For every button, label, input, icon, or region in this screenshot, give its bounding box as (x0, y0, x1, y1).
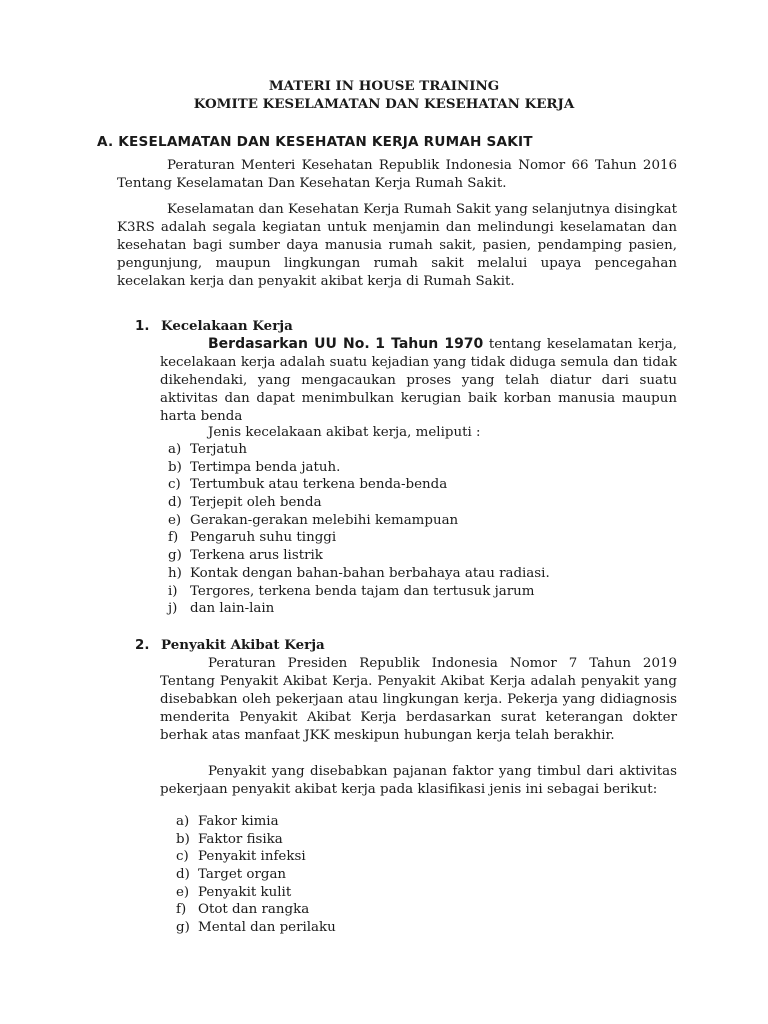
heading-number: 1. (135, 319, 150, 334)
list-item-text: Tergores, terkena benda tajam dan tertusuk jarum (190, 583, 535, 599)
list-item (168, 565, 550, 583)
list-item-text: Terjatuh (190, 442, 247, 457)
paragraph-pak-classification: Penyakit yang disebabkan pajanan faktor yang timbul dari aktivitas pekerjaan penyakit akibat kerja pada klasifikasi jenis ini sebagai berikut: (160, 764, 677, 797)
list-item (176, 901, 336, 919)
list-item (168, 494, 550, 512)
paragraph-k3rs-definition: Keselamatan dan Kesehatan Kerja Rumah Sakit yang selanjutnya disingkat K3RS adalah segala kegiatan untuk menjamin dan melindungi keselamatan dan kesehatan bagi sumber daya manusia rumah sakit, pasien, pendamping pasien, pengunjung, maupun lingkungan rumah sakit melalui upaya pencegahan kecelakan kerja dan penyakit akibat kerja di Rumah Sakit. (117, 202, 677, 289)
list-item-marker: b) (176, 831, 190, 847)
list-item-text: dan lain-lain (190, 601, 275, 617)
list-item (176, 884, 336, 902)
list-item (168, 512, 550, 530)
list-item (176, 919, 336, 937)
list-item (168, 529, 550, 547)
list-item-marker: b) (168, 459, 182, 475)
list-item-text: Penyakit kulit (198, 884, 292, 900)
list-item-marker: j) (168, 601, 178, 617)
list-item-marker: d) (176, 867, 190, 883)
list-item-text: Gerakan-gerakan melebihi kemampuan (190, 512, 459, 528)
list-item-text: Faktor fisika (198, 831, 283, 847)
list-item-text: Otot dan rangka (198, 902, 310, 918)
list-item (168, 459, 550, 477)
list-intro-text: Jenis kecelakaan akibat kerja, meliputi : (208, 425, 481, 440)
list-item-text: Penyakit infeksi (198, 849, 306, 865)
heading-number: 2. (135, 638, 150, 653)
list-item-text: Pengaruh suhu tinggi (190, 530, 337, 546)
list-item-marker: e) (168, 512, 182, 528)
list-item (176, 848, 336, 866)
list-item (176, 866, 336, 884)
list-item (168, 600, 550, 618)
list-item-text: Terkena arus listrik (190, 548, 323, 564)
list-item-text: Tertumbuk atau terkena benda-benda (190, 477, 448, 493)
list-item (168, 441, 550, 459)
heading-penyakit-akibat-kerja (135, 637, 325, 653)
document-title-line-2: KOMITE KESELAMATAN DAN KESEHATAN KERJA (193, 96, 575, 112)
list-item-text: Target organ (198, 867, 287, 883)
list-item (168, 476, 550, 494)
list-item-text: Fakor kimia (198, 814, 279, 829)
heading-text: Kecelakaan Kerja (161, 318, 293, 334)
list-item-marker: c) (168, 477, 181, 493)
heading-kecelakaan-kerja (135, 318, 293, 334)
list-item-marker: e) (176, 884, 190, 900)
list-item-marker: h) (168, 565, 182, 581)
list-item (176, 813, 336, 831)
list-item (168, 583, 550, 601)
list-item-marker: d) (168, 495, 182, 511)
list-item-marker: a) (168, 442, 182, 457)
accident-types-list (168, 441, 550, 618)
paragraph-pak-regulation: Peraturan Presiden Republik Indonesia Nomor 7 Tahun 2019 Tentang Penyakit Akibat Kerja. Penyakit Akibat Kerja adalah penyakit yang disebabkan oleh pekerjaan atau lingkungan kerja. Pekerja yang didiagnosis menderita Penyakit Akibat Kerja berdasarkan surat keterangan dokter berhak atas manfaat JKK meskipun hubungan kerja telah berakhir. (160, 656, 677, 743)
list-item-marker: f) (168, 530, 179, 546)
list-item-marker: a) (176, 814, 190, 829)
list-item-text: Terjepit oleh benda (190, 495, 322, 511)
paragraph-regulation: Peraturan Menteri Kesehatan Republik Indonesia Nomor 66 Tahun 2016 Tentang Keselamatan Dan Kesehatan Kerja Rumah Sakit. (117, 158, 677, 191)
list-item (168, 547, 550, 565)
list-item-marker: c) (176, 849, 189, 865)
list-item-text: Kontak dengan bahan-bahan berbahaya atau radiasi. (190, 565, 550, 581)
body-text: tentang keselamatan kerja, kecelakaan kerja adalah suatu kejadian yang tidak diduga semula dan tidak dikehendaki, yang mengacaukan proses yang telah diatur dari suatu aktivitas dan dapat menimbulkan kerugian baik korban manusia maupun harta benda (160, 337, 678, 424)
heading-text: Penyakit Akibat Kerja (161, 637, 325, 653)
paragraph-kecelakaan-definition (160, 335, 677, 426)
section-a-heading: A. KESELAMATAN DAN KESEHATAN KERJA RUMAH SAKIT (97, 134, 533, 150)
list-item-marker: g) (168, 548, 182, 564)
document-title-line-1: MATERI IN HOUSE TRAINING (268, 78, 500, 94)
lead-bold-text-2: 1 Tahun 1970 (375, 336, 484, 352)
list-item-marker: i) (168, 583, 178, 599)
list-item-text: Tertimpa benda jatuh. (190, 459, 341, 475)
disease-factors-list (176, 813, 336, 937)
lead-bold-text: Berdasarkan UU No. (208, 336, 370, 352)
list-item-marker: f) (176, 902, 187, 918)
list-item-text: Mental dan perilaku (198, 920, 336, 936)
list-item (176, 831, 336, 849)
list-item-marker: g) (176, 920, 190, 936)
